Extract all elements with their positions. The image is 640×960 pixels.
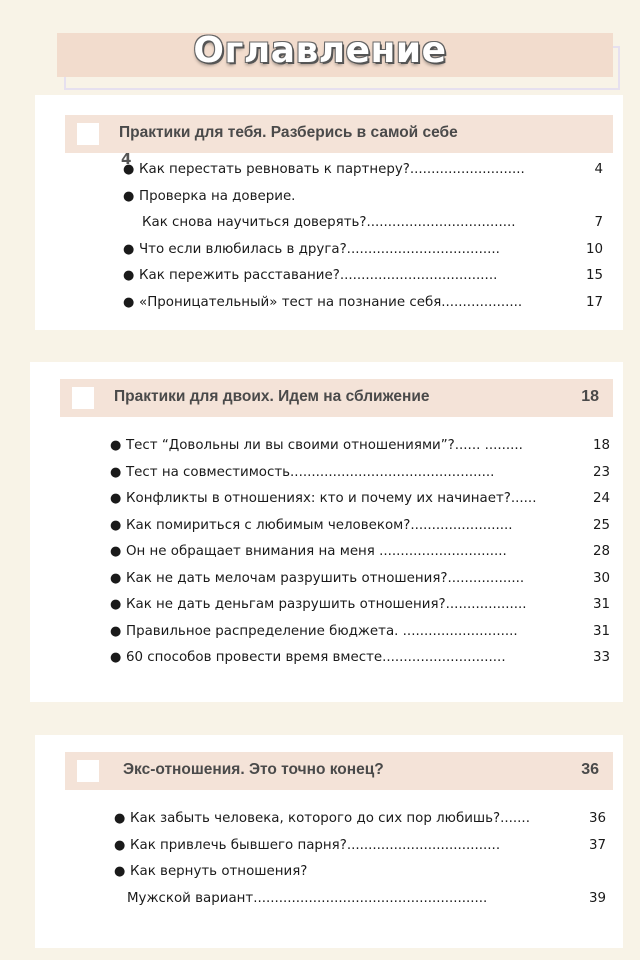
bullet-icon: ● xyxy=(110,491,122,506)
toc-item-text: Как перестать ревновать к партнеру?........................... xyxy=(139,162,525,177)
section-checkbox-1 xyxy=(77,123,99,145)
bullet-icon: ● xyxy=(110,570,122,586)
section-heading-3[interactable] xyxy=(65,752,613,790)
toc-item-text: Как вернуть отношения? xyxy=(130,864,308,879)
toc-item-page: 30 xyxy=(592,570,610,586)
toc-item[interactable] xyxy=(123,210,603,237)
bullet-icon: ● xyxy=(123,268,135,283)
toc-item-page: 37 xyxy=(588,837,606,853)
toc-item-page: 28 xyxy=(592,544,610,559)
bullet-icon: ● xyxy=(110,623,122,639)
toc-item-page: 10 xyxy=(585,241,603,257)
bullet-icon: ● xyxy=(114,837,126,853)
toc-item-page: 15 xyxy=(585,268,603,283)
toc-list-2 xyxy=(110,433,610,672)
section-heading-label: Практики для двоих. Идем на сближение xyxy=(114,388,430,405)
toc-item-text: Как забыть человека, которого до сих пор любишь?....... xyxy=(130,811,530,826)
bullet-icon: ● xyxy=(110,438,122,453)
bullet-icon: ● xyxy=(114,811,126,826)
toc-item-text: Как не дать деньгам разрушить отношения?................... xyxy=(126,597,527,612)
bullet-icon: ● xyxy=(110,597,122,612)
toc-item-page: 39 xyxy=(588,890,606,906)
toc-item-page: 25 xyxy=(592,517,610,533)
bullet-icon: ● xyxy=(123,188,135,204)
toc-item[interactable] xyxy=(110,592,610,619)
toc-item-text: Конфликты в отношениях: кто и почему их начинает?...... xyxy=(126,491,537,506)
toc-item[interactable] xyxy=(110,433,610,460)
toc-item[interactable] xyxy=(123,157,603,184)
toc-item-text: Что если влюбилась в друга?.................................... xyxy=(139,241,500,257)
toc-item[interactable] xyxy=(110,619,610,646)
toc-item-text: Как привлечь бывшего парня?.................................... xyxy=(130,837,501,853)
section-heading-label: Практики для тебя. Разберись в самой себе xyxy=(119,124,458,141)
toc-item-page: 18 xyxy=(592,438,610,453)
toc-item[interactable] xyxy=(114,833,606,860)
toc-item-text: Как не дать мелочам разрушить отношения?.................. xyxy=(126,570,525,586)
toc-item-page: 36 xyxy=(588,811,606,826)
section-heading-1[interactable] xyxy=(65,115,613,153)
toc-item[interactable] xyxy=(110,513,610,540)
toc-item[interactable] xyxy=(123,237,603,264)
toc-item[interactable] xyxy=(114,859,606,886)
section-page-number: 4 xyxy=(121,150,132,168)
section-checkbox-2 xyxy=(72,387,94,409)
toc-item[interactable] xyxy=(123,184,603,211)
toc-item-text: Он не обращает внимания на меня .............................. xyxy=(126,544,507,559)
toc-item[interactable] xyxy=(114,886,606,913)
toc-item-text: Как помириться с любимым человеком?........................ xyxy=(126,517,513,533)
toc-item-text: Тест “Довольны ли вы своими отношениями”?...... ......... xyxy=(126,438,523,453)
toc-item-page: 17 xyxy=(585,294,603,310)
toc-item-page: 24 xyxy=(592,491,610,506)
toc-item-page: 33 xyxy=(592,650,610,665)
toc-item-text: Как пережить расставание?..................................... xyxy=(139,268,498,283)
section-heading-2[interactable] xyxy=(60,379,613,417)
toc-item[interactable] xyxy=(123,290,603,317)
bullet-icon: ● xyxy=(110,464,122,480)
toc-item-text: «Проницательный» тест на познание себя................... xyxy=(139,294,523,310)
bullet-icon: ● xyxy=(110,544,122,559)
toc-item[interactable] xyxy=(110,566,610,593)
toc-item[interactable] xyxy=(110,486,610,513)
toc-item[interactable] xyxy=(110,645,610,672)
bullet-icon: ● xyxy=(114,864,126,879)
section-page-number: 36 xyxy=(581,761,599,778)
toc-item-text: 60 способов провести время вместе............................. xyxy=(126,650,506,665)
toc-item[interactable] xyxy=(110,539,610,566)
bullet-icon: ● xyxy=(110,517,122,533)
toc-item-text: Тест на совместимость................................................ xyxy=(126,464,495,480)
page-title: Оглавление xyxy=(193,30,447,71)
toc-item[interactable] xyxy=(123,263,603,290)
toc-item-page: 31 xyxy=(592,623,610,639)
toc-item-page: 4 xyxy=(594,162,603,177)
toc-item-text: Проверка на доверие. xyxy=(139,188,296,204)
toc-item-page: 7 xyxy=(594,215,603,230)
bullet-icon: ● xyxy=(110,650,122,665)
bullet-icon: ● xyxy=(123,162,135,177)
bullet-icon: ● xyxy=(123,294,135,310)
section-heading-label: Экс-отношения. Это точно конец? xyxy=(123,761,384,778)
toc-list-1 xyxy=(123,157,603,316)
section-page-number: 18 xyxy=(581,388,599,405)
toc-item-text: Мужской вариант....................................................... xyxy=(127,890,488,906)
toc-item-page: 31 xyxy=(592,597,610,612)
toc-item-text: Правильное распределение бюджета. ........................... xyxy=(126,623,518,639)
toc-list-3 xyxy=(114,806,606,912)
toc-item-page: 23 xyxy=(592,464,610,480)
bullet-icon: ● xyxy=(123,241,135,257)
toc-item-text: Как снова научиться доверять?................................... xyxy=(142,215,516,230)
section-checkbox-3 xyxy=(77,760,99,782)
toc-item[interactable] xyxy=(114,806,606,833)
toc-item[interactable] xyxy=(110,460,610,487)
